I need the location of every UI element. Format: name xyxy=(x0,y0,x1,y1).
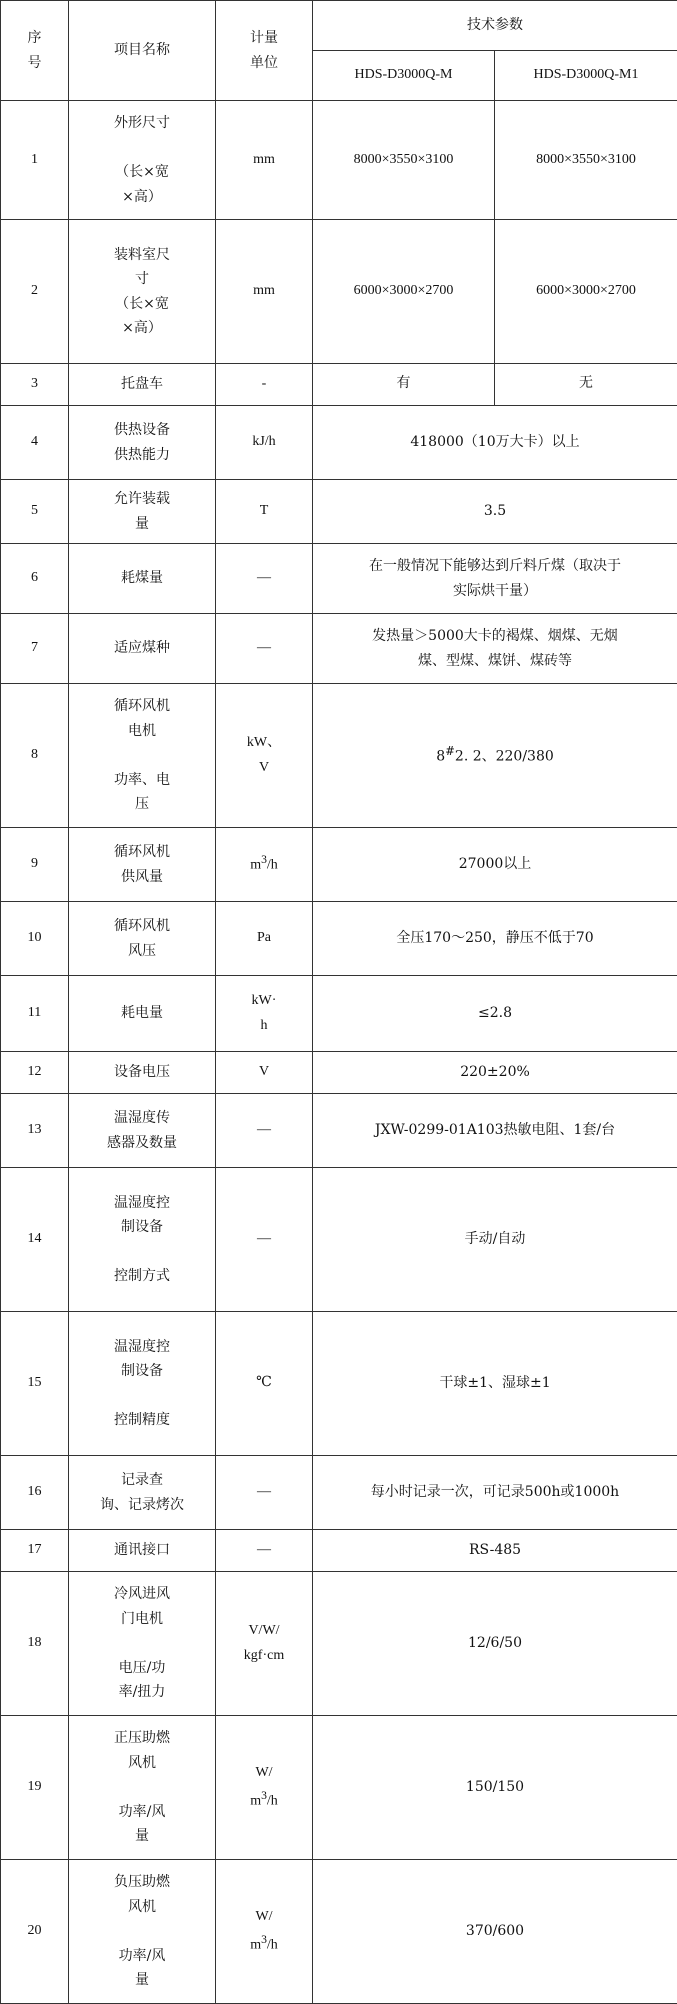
item-name: 负压助燃 风机 功率/风 量 xyxy=(69,1860,216,2004)
unit: — xyxy=(216,1530,313,1572)
table-row xyxy=(1,1094,677,1168)
unit: W/ $m^3/h$ xyxy=(216,1716,313,1860)
value-shared: 全压170～250，静压不低于70 xyxy=(313,902,677,976)
header-unit: 计量 单位 xyxy=(216,1,313,101)
value-shared: 干球±1、湿球±1 xyxy=(313,1312,677,1456)
unit: T xyxy=(216,480,313,544)
header-model-b: HDS-D3000Q-M1 xyxy=(495,51,677,101)
table-row xyxy=(1,101,677,220)
value-shared: 220±20% xyxy=(313,1052,677,1094)
row-number: 7 xyxy=(1,614,69,684)
unit: — xyxy=(216,1456,313,1530)
table-row xyxy=(1,1456,677,1530)
unit: kW、 V xyxy=(216,684,313,828)
table-row xyxy=(1,364,677,406)
value-shared: 手动/自动 xyxy=(313,1168,677,1312)
row-number: 10 xyxy=(1,902,69,976)
value-shared: 418000（10万大卡）以上 xyxy=(313,406,677,480)
item-name: 适应煤种 xyxy=(69,614,216,684)
item-name: 温湿度传 感器及数量 xyxy=(69,1094,216,1168)
value-shared: 8#2. 2、220/380 xyxy=(313,684,677,828)
table-row xyxy=(1,684,677,828)
table-row xyxy=(1,1168,677,1312)
item-name: 温湿度控 制设备 控制精度 xyxy=(69,1312,216,1456)
value-model-b: 无 xyxy=(495,364,677,406)
item-name: 循环风机 供风量 xyxy=(69,828,216,902)
unit: W/ $m^3/h$ xyxy=(216,1860,313,2004)
table-row xyxy=(1,544,677,614)
unit: Pa xyxy=(216,902,313,976)
value-shared: 370/600 xyxy=(313,1860,677,2004)
item-name: 装料室尺 寸 （长×宽 ×高） xyxy=(69,220,216,364)
header-row xyxy=(1,1,677,51)
value-model-b: 6000×3000×2700 xyxy=(495,220,677,364)
row-number: 5 xyxy=(1,480,69,544)
row-number: 19 xyxy=(1,1716,69,1860)
unit: — xyxy=(216,1094,313,1168)
item-name: 记录查 询、记录烤次 xyxy=(69,1456,216,1530)
header-model-a: HDS-D3000Q-M xyxy=(313,51,495,101)
table-row xyxy=(1,976,677,1052)
row-number: 1 xyxy=(1,101,69,220)
value-model-a: 有 xyxy=(313,364,495,406)
table-row xyxy=(1,480,677,544)
table-row xyxy=(1,1860,677,2004)
value-shared: 150/150 xyxy=(313,1716,677,1860)
row-number: 14 xyxy=(1,1168,69,1312)
item-name: 冷风进风 门电机 电压/功 率/扭力 xyxy=(69,1572,216,1716)
item-name: 设备电压 xyxy=(69,1052,216,1094)
unit: $m^3/h$ xyxy=(216,828,313,902)
unit: — xyxy=(216,544,313,614)
value-shared: RS-485 xyxy=(313,1530,677,1572)
row-number: 13 xyxy=(1,1094,69,1168)
value-shared: 12/6/50 xyxy=(313,1572,677,1716)
row-number: 20 xyxy=(1,1860,69,2004)
table-row xyxy=(1,1530,677,1572)
unit: mm xyxy=(216,101,313,220)
value-model-b: 8000×3550×3100 xyxy=(495,101,677,220)
item-name: 允许装载 量 xyxy=(69,480,216,544)
table-row xyxy=(1,1052,677,1094)
unit: kW· h xyxy=(216,976,313,1052)
item-name: 循环风机 风压 xyxy=(69,902,216,976)
item-name: 外形尺寸 （长×宽 ×高） xyxy=(69,101,216,220)
value-model-a: 6000×3000×2700 xyxy=(313,220,495,364)
value-shared: 27000以上 xyxy=(313,828,677,902)
unit: ℃ xyxy=(216,1312,313,1456)
table-row xyxy=(1,1312,677,1456)
row-number: 11 xyxy=(1,976,69,1052)
value-shared: 在一般情况下能够达到斤料斤煤（取决于 实际烘干量） xyxy=(313,544,677,614)
value-shared: 3.5 xyxy=(313,480,677,544)
item-name: 供热设备 供热能力 xyxy=(69,406,216,480)
item-name: 循环风机 电机 功率、电 压 xyxy=(69,684,216,828)
item-name: 耗电量 xyxy=(69,976,216,1052)
table-row xyxy=(1,406,677,480)
unit: - xyxy=(216,364,313,406)
table-row xyxy=(1,828,677,902)
value-shared: JXW-0299-01A103热敏电阻、1套/台 xyxy=(313,1094,677,1168)
row-number: 8 xyxy=(1,684,69,828)
item-name: 耗煤量 xyxy=(69,544,216,614)
header-seq: 序 号 xyxy=(1,1,69,101)
table-row xyxy=(1,220,677,364)
spec-table-body xyxy=(1,1,677,2004)
row-number: 15 xyxy=(1,1312,69,1456)
row-number: 9 xyxy=(1,828,69,902)
item-name: 温湿度控 制设备 控制方式 xyxy=(69,1168,216,1312)
row-number: 3 xyxy=(1,364,69,406)
table-row xyxy=(1,1716,677,1860)
unit: kJ/h xyxy=(216,406,313,480)
value-shared: 每小时记录一次，可记录500h或1000h xyxy=(313,1456,677,1530)
row-number: 12 xyxy=(1,1052,69,1094)
row-number: 4 xyxy=(1,406,69,480)
table-row xyxy=(1,902,677,976)
unit: — xyxy=(216,614,313,684)
row-number: 18 xyxy=(1,1572,69,1716)
row-number: 6 xyxy=(1,544,69,614)
row-number: 17 xyxy=(1,1530,69,1572)
value-shared: 发热量＞5000大卡的褐煤、烟煤、无烟 煤、型煤、煤饼、煤砖等 xyxy=(313,614,677,684)
item-name: 托盘车 xyxy=(69,364,216,406)
unit: — xyxy=(216,1168,313,1312)
value-shared: ≤2.8 xyxy=(313,976,677,1052)
table-row xyxy=(1,614,677,684)
unit: mm xyxy=(216,220,313,364)
row-number: 16 xyxy=(1,1456,69,1530)
table-row xyxy=(1,1572,677,1716)
item-name: 通讯接口 xyxy=(69,1530,216,1572)
row-number: 2 xyxy=(1,220,69,364)
value-model-a: 8000×3550×3100 xyxy=(313,101,495,220)
header-params: 技术参数 xyxy=(313,1,677,51)
header-name: 项目名称 xyxy=(69,1,216,101)
unit: V/W/ kgf·cm xyxy=(216,1572,313,1716)
item-name: 正压助燃 风机 功率/风 量 xyxy=(69,1716,216,1860)
unit: V xyxy=(216,1052,313,1094)
